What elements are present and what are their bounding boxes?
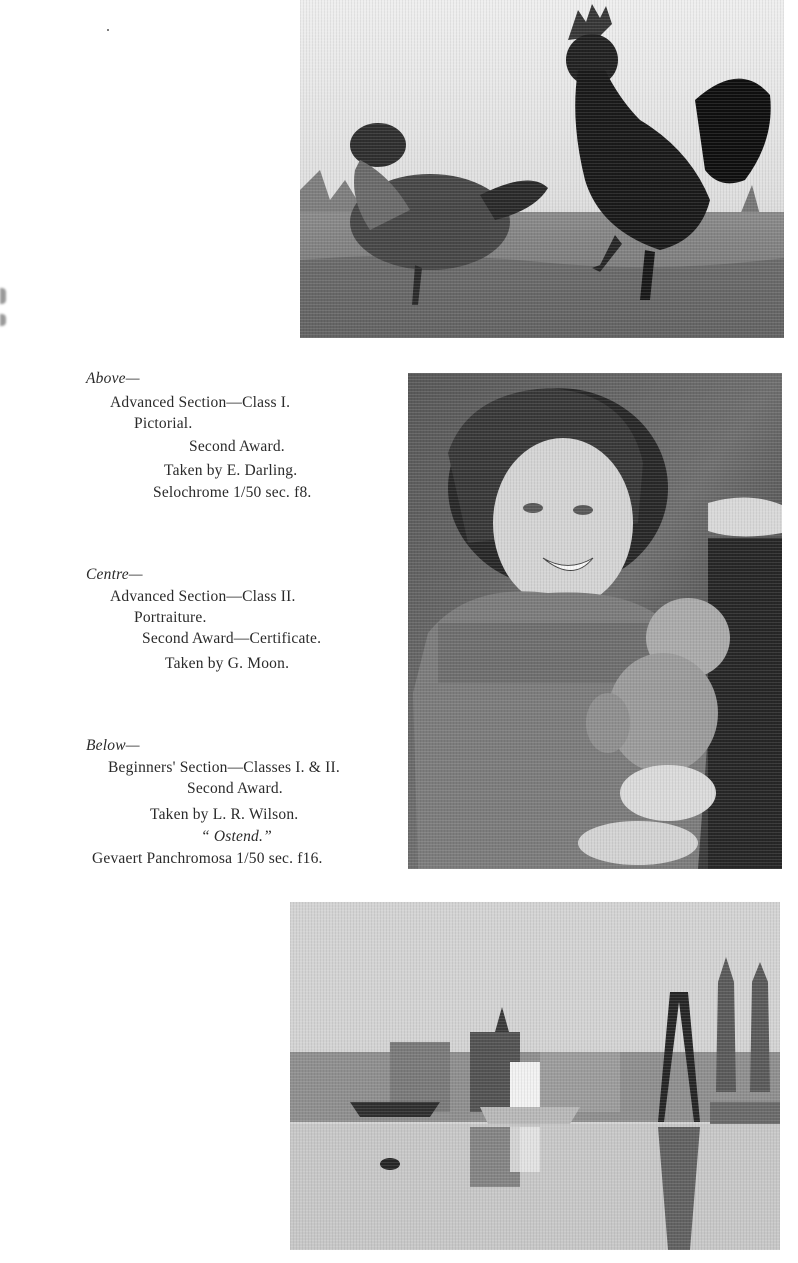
caption-lead: Below— [86,737,140,754]
caption-exposure: Gevaert Panchromosa 1/50 sec. f16. [92,850,323,867]
caption-award: Second Award. [189,438,285,455]
caption-photographer: Taken by G. Moon. [165,655,290,672]
caption-category: Portraiture. [134,609,207,626]
caption-exposure: Selochrome 1/50 sec. f8. [153,484,312,501]
photo-hen-and-rooster [300,0,784,338]
print-speck [107,29,109,31]
caption-category: Pictorial. [134,415,193,432]
caption-photographer: Taken by E. Darling. [164,462,298,479]
margin-mark [0,314,6,326]
caption-section: Beginners' Section—Classes I. & II. [108,759,340,776]
caption-title: “ Ostend.” [201,828,272,845]
margin-mark [0,288,6,304]
caption-award: Second Award. [187,780,283,797]
photo-girl-with-teddy-bear [408,373,782,869]
caption-section: Advanced Section—Class II. [110,588,296,605]
caption-section: Advanced Section—Class I. [110,394,291,411]
caption-award: Second Award—Certificate. [142,630,322,647]
caption-photographer: Taken by L. R. Wilson. [150,806,299,823]
caption-lead: Above— [86,370,140,387]
photo-ostend-harbour [290,902,780,1250]
caption-lead: Centre— [86,566,143,583]
